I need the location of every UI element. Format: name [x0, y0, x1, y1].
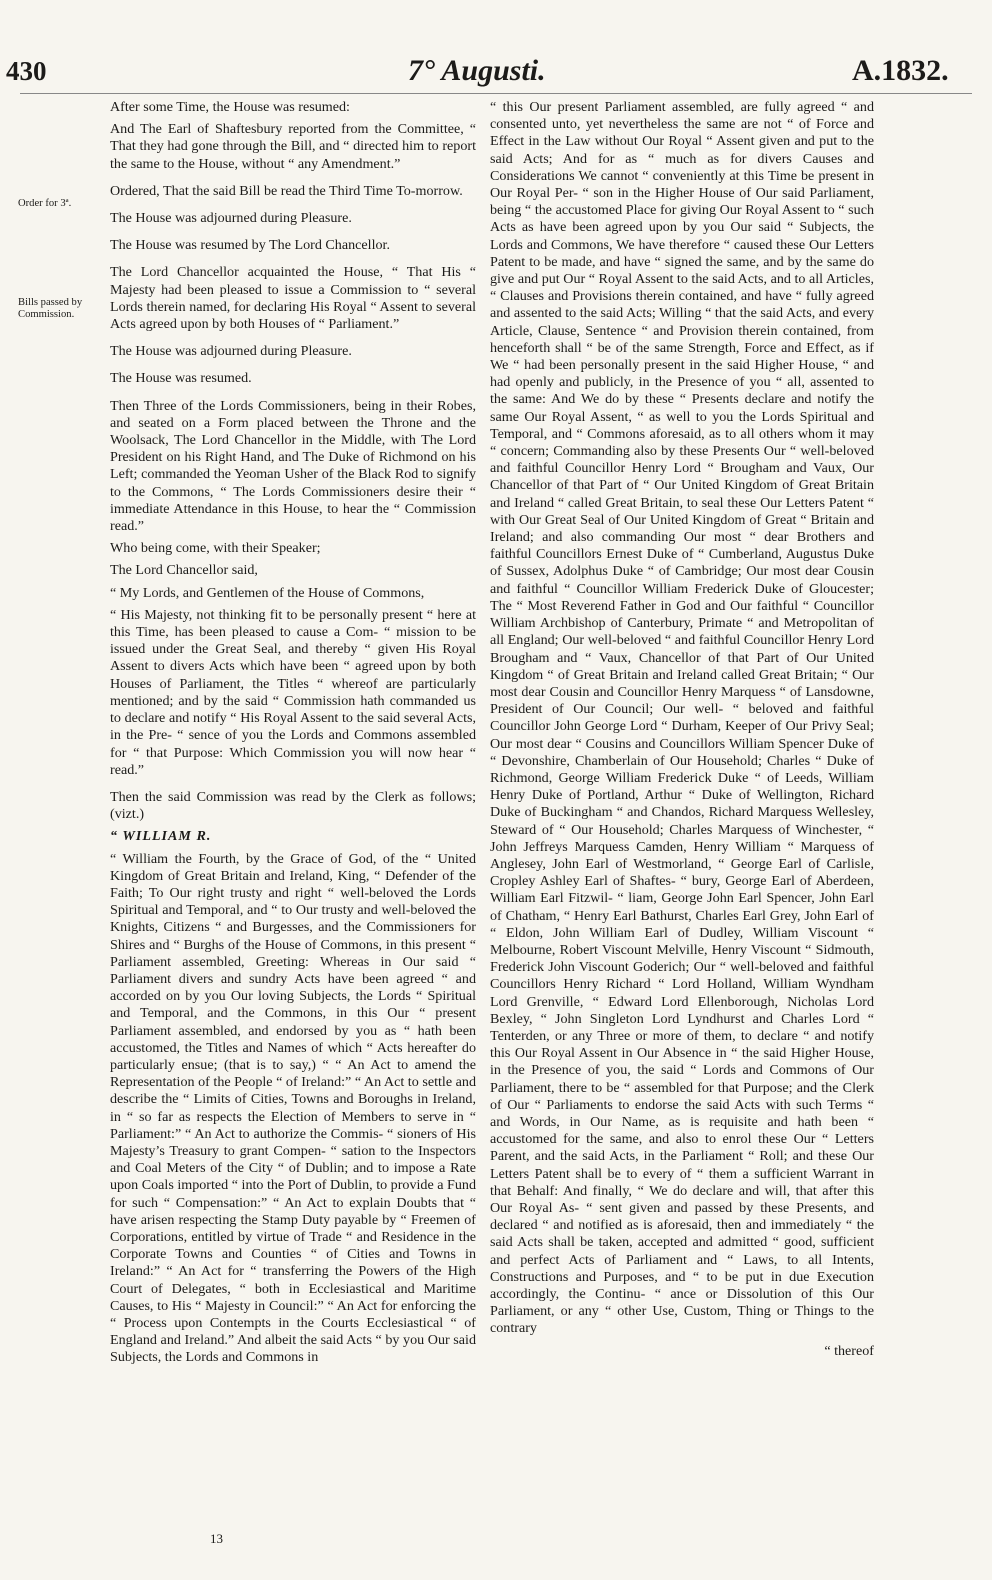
left-column: [110, 99, 476, 1372]
signature-mark: 13: [210, 1531, 223, 1546]
paragraph: The Lord Chancellor said,: [110, 562, 258, 579]
catchword: “ thereof: [824, 1342, 874, 1359]
paragraph: Ordered, That the said Bill be read the Third Time To-morrow.: [110, 182, 463, 199]
margin-note-bills-passed: Bills passed by Commission.: [18, 297, 83, 321]
page-number: 430: [6, 56, 47, 86]
paragraph: Then the said Commission was read by the Clerk as follows; (vizt.): [110, 788, 476, 823]
header-rule: [20, 93, 972, 94]
paragraph: “ My Lords, and Gentlemen of the House of Commons,: [110, 584, 425, 601]
right-column: [490, 99, 874, 1365]
paragraph: Who being come, with their Speaker;: [110, 540, 321, 557]
royal-signature: “ WILLIAM R.: [110, 828, 212, 845]
paragraph: The House was resumed by The Lord Chancellor.: [110, 237, 390, 254]
paragraph: The House was adjourned during Pleasure.: [110, 210, 352, 227]
paragraph: “ William the Fourth, by the Grace of God, of the “ United Kingdom of Great Britain and Ireland, King, “ Defender of the Faith; To Our right trusty and right “ well-beloved the Lords Spiritual and Temporal, and “ to Our trusty and well-beloved the Knights, Citizens “ and Burgesses, and the Commissioners for Shires and “ Burghs of the House of Commons, in this present “ Parliament assembled, Greeting: Whereas in Our said “ Parliament divers and sundry Acts have been agreed “ and accorded on by you Our loving Subjects, the Lords “ Spiritual and Temporal, and the Commons, in this Our “ present Parliament assembled, and endorsed by you as “ hath been accustomed, the Titles and Names of which “ Acts hereafter do particularly ensue; (that is to say,) “ “ An Act to amend the Representation of the People “ of Ireland:” “ An Act to settle and describe the “ Limits of Cities, Towns and Boroughs in Ireland, in “ so far as respects the Election of Members to serve in “ Parliament:” “ An Act to authorize the Commis- “ sioners of His Majesty’s Treasury to grant Compen- “ sation to the Inspectors and Coal Meters of the City “ of Dublin; and to impose a Rate upon Coals imported “ into the Port of Dublin, to provide a Fund for such “ Compensation:” “ An Act to explain Doubts that “ have arisen respecting the Stamp Duty payable by “ Freemen of Corporations, entitled by virtue of Trade “ and Residence in the Corporate Towns and Counties “ of Cities and Towns in Ireland:” “ An Act for “ transferring the Powers of the High Court of Delegates, “ both in Ecclesiastical and Maritime Causes, to His “ Majesty in Council:” “ An Act for enforcing the “ Process upon Contempts in the Courts Ecclesiastical “ of England and Ireland.” And albeit the said Acts “ by you Our said Subjects, the Lords and Commons in: [110, 850, 477, 1366]
paragraph: Then Three of the Lords Commissioners, being in their Robes, and seated on a Form placed between the Throne and the Woolsack, The Lord Chancellor in the Middle, with The Lord President on his Right Hand, and The Duke of Richmond on his Left; commanded the Yeoman Usher of the Black Rod to signify to the Commons, “ The Lords Commissioners desire their “ immediate Attendance in this House, to hear the “ Commission read.”: [110, 397, 476, 535]
date-title: 7° Augusti.: [408, 54, 546, 87]
margin-note-order: Order for 3ª.: [18, 198, 72, 209]
paragraph: After some Time, the House was resumed:: [110, 99, 350, 115]
paragraph: The Lord Chancellor acquainted the House, “ That His “ Majesty had been pleased to issue a Commission to “ several Lords therein named, for declaring His Royal “ Assent to several Acts agreed upon by both Houses of “ Parliament.”: [110, 264, 476, 333]
paragraph: “ His Majesty, not thinking fit to be personally present “ here at this Time, has been pleased to cause a Com- “ mission to be issued under the Great Seal, and thereby “ given His Royal Assent to divers Acts which have been “ agreed upon by both Houses of Parliament, the Titles “ whereof are particularly mentioned; and by the said “ Commission hath commanded us to declare and notify “ His Royal Assent to the said several Acts, in the Pre- “ sence of you the Lords and Commons assembled for “ that Purpose: Which Commission you will now hear “ read.”: [110, 606, 476, 778]
paragraph: The House was resumed.: [110, 370, 252, 387]
paragraph: “ this Our present Parliament assembled, are fully agreed “ and consented unto, yet nevertheless the same are not “ of Force and Effect in the Law without Our Royal “ Assent given and put to the said Acts; And for as “ much as for divers Causes and Considerations We cannot “ conveniently at this Time be present in Our Royal Per- “ son in the Higher House of Our said Parliament, being “ the accustomed Place for giving Our Royal Assent to “ such Acts as have been agreed upon by you Our said “ Subjects, the Lords and Commons, We have therefore “ caused these Our Letters Patent to be made, and have “ signed the same, and by the same do give and put Our “ Royal Assent to the said Acts, and to all Articles, “ Clauses and Provisions therein contained, and have “ fully agreed and assented to the said Acts; Willing “ that the said Acts, and every Article, Clause, Sentence “ and Provision therein contained, from henceforth shall “ be of the same Strength, Force and Effect, as if We “ had been personally present in the said Higher House, “ and had openly and publicly, in the Presence of you “ all, assented to the same: And We do by these “ Presents declare and notify the same Our Royal Assent, “ as well to you the Lords Spiritual and Temporal, and “ Commons aforesaid, as to all others whom it may “ concern; Commanding also by these Presents Our “ well-beloved and faithful Councillor Henry Lord “ Brougham and Vaux, Our Chancellor of that Part of “ Our United Kingdom of Great Britain and Ireland “ called Great Britain, to seal these Our Letters Patent “ with Our Great Seal of Our United Kingdom of Great “ Britain and Ireland; and also commanding Our most “ dear Brothers and faithful Councillors Ernest Duke of “ Cumberland, Augustus Duke of Sussex, Adolphus Duke “ of Cambridge; Our most dear Cousin and faithful “ Councillor William Frederick Duke of Gloucester; The “ Most Reverend Father in God and Our faithful “ Councillor William Archbishop of Canterbury, Primate “ and Metropolitan of all England; Our well-beloved “ and faithful Councillor Henry Lord Brougham and “ Vaux, Chancellor of that Part of Our United Kingdom “ of Great Britain and Ireland called Great Britain; “ Our most dear Cousin and Councillor Henry Marquess “ of Lansdowne, President of Our Council; Our well- “ beloved and faithful Councillor John George Lord “ Durham, Keeper of Our Privy Seal; Our most dear “ Cousins and Councillors William Spencer Duke of “ Devonshire, Chamberlain of Our Household; Charles “ Duke of Richmond, George William Frederick Duke “ of Leeds, William Henry Duke of Portland, Arthur “ Duke of Wellington, Richard Duke of Buckingham “ and Chandos, Richard Marquess Wellesley, Steward of “ Our Household; Charles Marquess of Winchester, “ John Jeffreys Marquess Camden, Henry William “ Marquess of Anglesey, John Earl of Westmorland, “ George Earl of Carlisle, Cropley Ashley Earl of Shaftes- “ bury, George Earl of Aberdeen, William Earl Fitzwil- “ liam, George John Earl Spencer, John Earl of Chatham, “ Henry Earl Bathurst, Charles Earl Grey, John Earl of “ Eldon, John William Earl of Dudley, William Viscount “ Melbourne, Robert Viscount Melville, Henry Viscount “ Sidmouth, Frederick John Viscount Goderich; Our “ well-beloved and faithful Councillors Henry Richard “ Lord Holland, William Wyndham Lord Grenville, “ Edward Lord Ellenborough, Nicholas Lord Bexley, “ John Singleton Lord Lyndhurst and Charles Lord “ Tenterden, or any Three or more of them, to declare “ and notify this Our Royal Assent in Our Absence in “ the said Higher House, in the Presence of you, the said “ Lords and Commons of Our Parliament, there to be “ assembled for that Purpose; and the Clerk of Our “ Parliaments to endorse the said Acts with such Terms “ and Words, in Our Name, as is requisite and hath been “ accustomed for the same, and also to enrol these Our “ Letters Parent, and the said Acts, in the Parliament “ Roll; and these Our Letters Patent shall be to every of “ them a sufficient Warrant in that Behalf: And finally, “ We do declare and will, that after this Our Royal As- “ sent given and passed by these Presents, and declared “ and notified as is aforesaid, then and immediately “ the said Acts shall be taken, accepted and admitted “ good, sufficient and perfect Acts of Parliament and “ Laws, to all Intents, Constructions and Purposes, and “ to be put in due Execution accordingly, the Continu- “ ance or Dissolution of this Our Parliament, or any “ other Use, Custom, Thing or Things to the contrary: [490, 99, 874, 1337]
year-heading: A.1832.: [852, 54, 949, 87]
paragraph: And The Earl of Shaftesbury reported from the Committee, “ That they had gone through the Bill, and “ directed him to report the same to the House, without “ any Amendment.”: [110, 121, 476, 172]
paragraph: The House was adjourned during Pleasure.: [110, 343, 352, 360]
